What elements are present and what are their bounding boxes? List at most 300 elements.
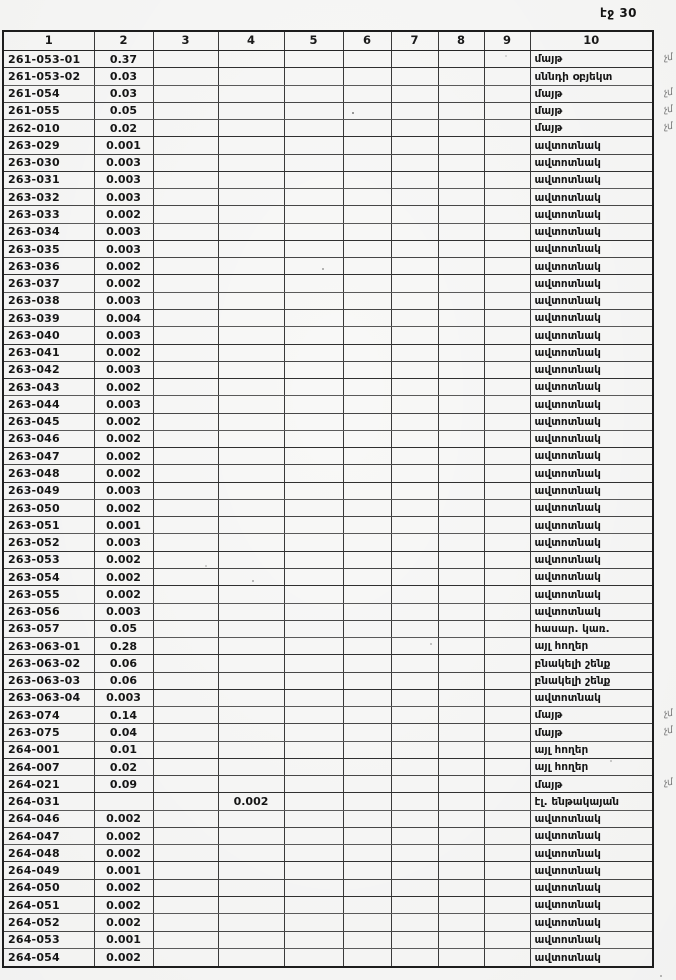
cell-col7: [391, 586, 438, 603]
cell-col9: [484, 776, 530, 793]
cell-col2-value: 0.002: [94, 258, 153, 275]
cell-parcel-code: 263-032: [3, 189, 94, 206]
cell-col8: [438, 361, 484, 378]
cell-col9: [484, 948, 530, 967]
cell-col3: [153, 154, 218, 171]
cell-col4-value: [218, 275, 284, 292]
table-row: [3, 206, 653, 223]
cell-col7: [391, 776, 438, 793]
table-row: [3, 845, 653, 862]
cell-land-use: [530, 51, 673, 68]
cell-col5: [284, 845, 343, 862]
cell-col3: [153, 85, 218, 102]
cell-col9: [484, 223, 530, 240]
cell-col7: [391, 707, 438, 724]
cell-col7: [391, 793, 438, 810]
cell-col8: [438, 327, 484, 344]
cell-col9: [484, 603, 530, 620]
land-use-text: ավտոտնակ: [534, 381, 601, 394]
cell-col2-value: 0.002: [94, 948, 153, 967]
cell-col5: [284, 793, 343, 810]
land-use-text: էլ. ենթակայան: [534, 795, 620, 808]
cell-col3: [153, 102, 218, 119]
cell-parcel-code: 261-054: [3, 85, 94, 102]
cell-col5: [284, 914, 343, 931]
cell-col9: [484, 741, 530, 758]
cell-col8: [438, 448, 484, 465]
cell-col2-value: 0.001: [94, 517, 153, 534]
cell-col7: [391, 430, 438, 447]
land-use-text: ավտոտնակ: [534, 226, 601, 239]
cell-land-use: [530, 793, 653, 810]
cell-col3: [153, 413, 218, 430]
cell-col9: [484, 240, 530, 257]
cell-col3: [153, 793, 218, 810]
land-use-text: ավտոտնակ: [534, 951, 601, 964]
cell-col6: [343, 258, 391, 275]
cell-parcel-code: 263-039: [3, 309, 94, 326]
cell-col7: [391, 68, 438, 85]
cell-land-use: [530, 568, 653, 585]
cell-col6: [343, 448, 391, 465]
cell-col5: [284, 620, 343, 637]
cell-col7: [391, 499, 438, 516]
cell-col4-value: [218, 586, 284, 603]
cell-land-use: [530, 465, 653, 482]
table-row: [3, 499, 653, 516]
table-row: [3, 707, 653, 724]
cell-col4-value: [218, 758, 284, 775]
cell-parcel-code: 264-001: [3, 741, 94, 758]
land-use-text: ավտոտնակ: [534, 156, 601, 169]
cell-col9: [484, 638, 530, 655]
cell-col9: [484, 689, 530, 706]
cell-col5: [284, 413, 343, 430]
cell-land-use: [530, 396, 653, 413]
cell-col2-value: 0.001: [94, 931, 153, 948]
table-row: [3, 672, 653, 689]
table-row: [3, 292, 653, 309]
cell-col7: [391, 379, 438, 396]
table-row: [3, 51, 653, 68]
cell-col9: [484, 914, 530, 931]
cell-col2-value: [94, 793, 153, 810]
cell-col4-value: [218, 171, 284, 188]
cell-col9: [484, 137, 530, 154]
cell-col3: [153, 586, 218, 603]
cell-col9: [484, 655, 530, 672]
margin-note: չմ: [663, 86, 673, 99]
table-row: [3, 482, 653, 499]
cell-col7: [391, 465, 438, 482]
cell-col9: [484, 448, 530, 465]
table-row: [3, 603, 653, 620]
cell-col7: [391, 120, 438, 137]
cell-col6: [343, 758, 391, 775]
cell-col9: [484, 897, 530, 914]
cell-col6: [343, 154, 391, 171]
cell-col8: [438, 948, 484, 967]
cell-col3: [153, 741, 218, 758]
cell-col3: [153, 707, 218, 724]
cell-parcel-code: 264-046: [3, 810, 94, 827]
cell-col6: [343, 845, 391, 862]
cell-col9: [484, 586, 530, 603]
table-row: [3, 137, 653, 154]
cell-col4-value: [218, 897, 284, 914]
cell-parcel-code: 264-054: [3, 948, 94, 967]
table-row: [3, 551, 653, 568]
table-row: [3, 879, 653, 896]
cell-col2-value: 0.003: [94, 240, 153, 257]
cell-col7: [391, 845, 438, 862]
cell-col4-value: [218, 603, 284, 620]
cell-parcel-code: 263-063-04: [3, 689, 94, 706]
table-row: [3, 620, 653, 637]
cell-col8: [438, 154, 484, 171]
table-row: [3, 862, 653, 879]
cell-col6: [343, 361, 391, 378]
cell-col8: [438, 638, 484, 655]
cell-col4-value: [218, 189, 284, 206]
cell-col2-value: 0.002: [94, 810, 153, 827]
cell-col4-value: [218, 845, 284, 862]
cell-col5: [284, 102, 343, 119]
cell-col3: [153, 845, 218, 862]
cell-col6: [343, 240, 391, 257]
margin-note: չմ: [663, 777, 673, 789]
land-use-text: ավտոտնակ: [534, 519, 601, 532]
column-header-4: 4: [218, 31, 284, 51]
cell-parcel-code: 263-075: [3, 724, 94, 741]
cell-col3: [153, 534, 218, 551]
land-use-text: ավտոտնակ: [534, 433, 601, 446]
cell-col4-value: [218, 258, 284, 275]
table-row: [3, 379, 653, 396]
cell-col9: [484, 793, 530, 810]
cell-col2-value: 0.001: [94, 137, 153, 154]
cell-parcel-code: 263-063-02: [3, 655, 94, 672]
cell-col2-value: 0.003: [94, 534, 153, 551]
land-use-text: ավտոտնակ: [534, 243, 601, 256]
land-use-text: մայթ: [534, 105, 563, 118]
cell-col9: [484, 68, 530, 85]
column-header-1: 1: [3, 31, 94, 51]
cell-col7: [391, 948, 438, 967]
cell-col8: [438, 430, 484, 447]
land-use-text: ավտոտնակ: [534, 312, 601, 325]
land-use-text: այլ հողեր: [534, 761, 589, 774]
cell-col2-value: 0.003: [94, 154, 153, 171]
table-row: [3, 258, 653, 275]
column-header-8: 8: [438, 31, 484, 51]
cell-col5: [284, 68, 343, 85]
cell-land-use: [530, 517, 653, 534]
cell-col4-value: [218, 655, 284, 672]
cell-col7: [391, 171, 438, 188]
cell-land-use: [530, 638, 653, 655]
cell-col8: [438, 309, 484, 326]
cell-col8: [438, 914, 484, 931]
cell-col2-value: 0.003: [94, 482, 153, 499]
table-row: [3, 120, 653, 137]
land-use-text: մայթ: [534, 87, 563, 100]
column-header-2: 2: [94, 31, 153, 51]
cell-col4-value: [218, 776, 284, 793]
cell-col5: [284, 638, 343, 655]
cell-parcel-code: 263-034: [3, 223, 94, 240]
cell-col7: [391, 258, 438, 275]
cell-land-use: [530, 931, 653, 948]
cell-col9: [484, 379, 530, 396]
cell-land-use: [530, 620, 653, 637]
cell-col3: [153, 344, 218, 361]
cell-col5: [284, 309, 343, 326]
cell-col6: [343, 499, 391, 516]
cell-col7: [391, 655, 438, 672]
cell-col8: [438, 344, 484, 361]
cell-col9: [484, 327, 530, 344]
cell-col5: [284, 672, 343, 689]
land-use-text: ավտոտնակ: [534, 467, 601, 480]
table-row: [3, 724, 653, 741]
cell-land-use: [530, 206, 653, 223]
cell-col2-value: 0.14: [94, 707, 153, 724]
cell-col8: [438, 517, 484, 534]
cell-col8: [438, 275, 484, 292]
cell-col2-value: 0.002: [94, 499, 153, 516]
cell-col6: [343, 793, 391, 810]
cell-parcel-code: 264-021: [3, 776, 94, 793]
land-use-text: ավտոտնակ: [534, 329, 601, 342]
table-row: [3, 361, 653, 378]
cell-col2-value: 0.002: [94, 879, 153, 896]
cell-parcel-code: 261-053-01: [3, 51, 94, 68]
land-use-text: ավտոտնակ: [534, 450, 601, 463]
cell-col6: [343, 396, 391, 413]
column-header-5: 5: [284, 31, 343, 51]
cell-col5: [284, 810, 343, 827]
land-use-text: ավտոտնակ: [534, 260, 601, 273]
cell-col5: [284, 724, 343, 741]
cell-col3: [153, 517, 218, 534]
cell-col9: [484, 171, 530, 188]
land-use-text: ավտոտնակ: [534, 364, 601, 377]
cell-land-use: [530, 672, 653, 689]
cell-col5: [284, 465, 343, 482]
cell-parcel-code: 263-054: [3, 568, 94, 585]
cell-col5: [284, 758, 343, 775]
cell-col2-value: 0.002: [94, 379, 153, 396]
cell-col9: [484, 275, 530, 292]
cell-col6: [343, 327, 391, 344]
cell-col8: [438, 137, 484, 154]
cell-col3: [153, 189, 218, 206]
cell-col5: [284, 655, 343, 672]
cell-col5: [284, 827, 343, 844]
cell-col6: [343, 672, 391, 689]
cell-col4-value: [218, 465, 284, 482]
cell-col8: [438, 206, 484, 223]
cell-col4-value: [218, 810, 284, 827]
land-use-text: ավտոտնակ: [534, 933, 601, 946]
land-use-text: ավտոտնակ: [534, 554, 601, 567]
cell-col5: [284, 344, 343, 361]
table-row: [3, 914, 653, 931]
cell-land-use: [530, 862, 653, 879]
cell-col4-value: [218, 102, 284, 119]
cell-col2-value: 0.01: [94, 741, 153, 758]
cell-col4-value: [218, 206, 284, 223]
cell-col6: [343, 85, 391, 102]
cell-col5: [284, 689, 343, 706]
cell-col3: [153, 275, 218, 292]
cell-col7: [391, 482, 438, 499]
cell-land-use: [530, 240, 653, 257]
cell-col5: [284, 948, 343, 967]
cell-col6: [343, 171, 391, 188]
cell-col5: [284, 897, 343, 914]
cell-col9: [484, 568, 530, 585]
cell-col6: [343, 879, 391, 896]
cell-land-use: [530, 741, 653, 758]
table-row: [3, 85, 653, 102]
table-row: [3, 448, 653, 465]
margin-note: չմ: [663, 52, 673, 64]
cell-col3: [153, 827, 218, 844]
table-row: [3, 344, 653, 361]
cell-col8: [438, 845, 484, 862]
cell-col5: [284, 534, 343, 551]
cell-parcel-code: 263-037: [3, 275, 94, 292]
cell-col6: [343, 862, 391, 879]
cell-land-use: [530, 68, 653, 85]
cell-col3: [153, 68, 218, 85]
table-row: [3, 655, 653, 672]
land-use-text: ավտոտնակ: [534, 882, 601, 895]
cell-col4-value: [218, 154, 284, 171]
land-use-text: ավտոտնակ: [534, 899, 601, 912]
cell-parcel-code: 263-046: [3, 430, 94, 447]
cell-parcel-code: 264-031: [3, 793, 94, 810]
cell-parcel-code: 263-049: [3, 482, 94, 499]
table-row: [3, 568, 653, 585]
cell-col4-value: [218, 309, 284, 326]
land-use-text: ավտոտնակ: [534, 191, 601, 204]
cell-col6: [343, 51, 391, 68]
cell-col3: [153, 465, 218, 482]
cell-col5: [284, 482, 343, 499]
cell-col2-value: 0.002: [94, 448, 153, 465]
land-use-text: ավտոտնակ: [534, 536, 601, 549]
cell-col5: [284, 776, 343, 793]
cell-col8: [438, 292, 484, 309]
land-use-text: ավտոտնակ: [534, 415, 601, 428]
cell-col8: [438, 499, 484, 516]
cell-col5: [284, 189, 343, 206]
land-use-text: այլ հողեր: [534, 640, 589, 653]
table-row: [3, 430, 653, 447]
cell-col4-value: [218, 379, 284, 396]
cell-col7: [391, 568, 438, 585]
land-use-text: ավտոտնակ: [534, 916, 601, 929]
cell-parcel-code: 263-051: [3, 517, 94, 534]
land-use-text: ավտոտնակ: [534, 847, 601, 860]
cell-col9: [484, 344, 530, 361]
table-row: [3, 517, 653, 534]
table-row: [3, 189, 653, 206]
cell-col3: [153, 776, 218, 793]
cell-col8: [438, 551, 484, 568]
cell-col6: [343, 603, 391, 620]
cell-col8: [438, 189, 484, 206]
cell-col8: [438, 724, 484, 741]
land-use-text: մայթ: [534, 122, 563, 135]
cell-col9: [484, 120, 530, 137]
cell-col4-value: [218, 344, 284, 361]
cell-col6: [343, 223, 391, 240]
cell-col6: [343, 102, 391, 119]
cell-col5: [284, 603, 343, 620]
cell-land-use: [530, 655, 653, 672]
cell-parcel-code: 263-031: [3, 171, 94, 188]
table-row: [3, 689, 653, 706]
cell-col5: [284, 258, 343, 275]
cell-col3: [153, 51, 218, 68]
cell-land-use: [530, 379, 653, 396]
cell-col5: [284, 137, 343, 154]
land-use-text: ավտոտնակ: [534, 485, 601, 498]
cell-col5: [284, 568, 343, 585]
cell-col7: [391, 327, 438, 344]
cell-col3: [153, 258, 218, 275]
cell-col2-value: 0.003: [94, 171, 153, 188]
cell-col2-value: 0.002: [94, 551, 153, 568]
cell-col4-value: [218, 223, 284, 240]
cell-land-use: [530, 137, 653, 154]
cell-col9: [484, 758, 530, 775]
cell-col3: [153, 482, 218, 499]
table-row: [3, 793, 653, 810]
land-parcel-table: [2, 30, 673, 968]
cell-col8: [438, 240, 484, 257]
cell-col6: [343, 655, 391, 672]
cell-col3: [153, 327, 218, 344]
cell-col7: [391, 154, 438, 171]
cell-col5: [284, 171, 343, 188]
cell-col5: [284, 741, 343, 758]
cell-col4-value: [218, 707, 284, 724]
cell-col8: [438, 102, 484, 119]
cell-col2-value: 0.05: [94, 620, 153, 637]
cell-col7: [391, 137, 438, 154]
cell-col2-value: 0.03: [94, 85, 153, 102]
cell-col9: [484, 102, 530, 119]
cell-col8: [438, 68, 484, 85]
cell-land-use: [530, 689, 653, 706]
land-use-text: ավտոտնակ: [534, 295, 601, 308]
cell-col3: [153, 672, 218, 689]
cell-col9: [484, 309, 530, 326]
cell-col9: [484, 879, 530, 896]
cell-col6: [343, 534, 391, 551]
cell-col6: [343, 707, 391, 724]
cell-land-use: [530, 586, 653, 603]
land-use-text: ավտոտնակ: [534, 813, 601, 826]
cell-col8: [438, 741, 484, 758]
cell-col4-value: [218, 879, 284, 896]
cell-col4-value: [218, 137, 284, 154]
